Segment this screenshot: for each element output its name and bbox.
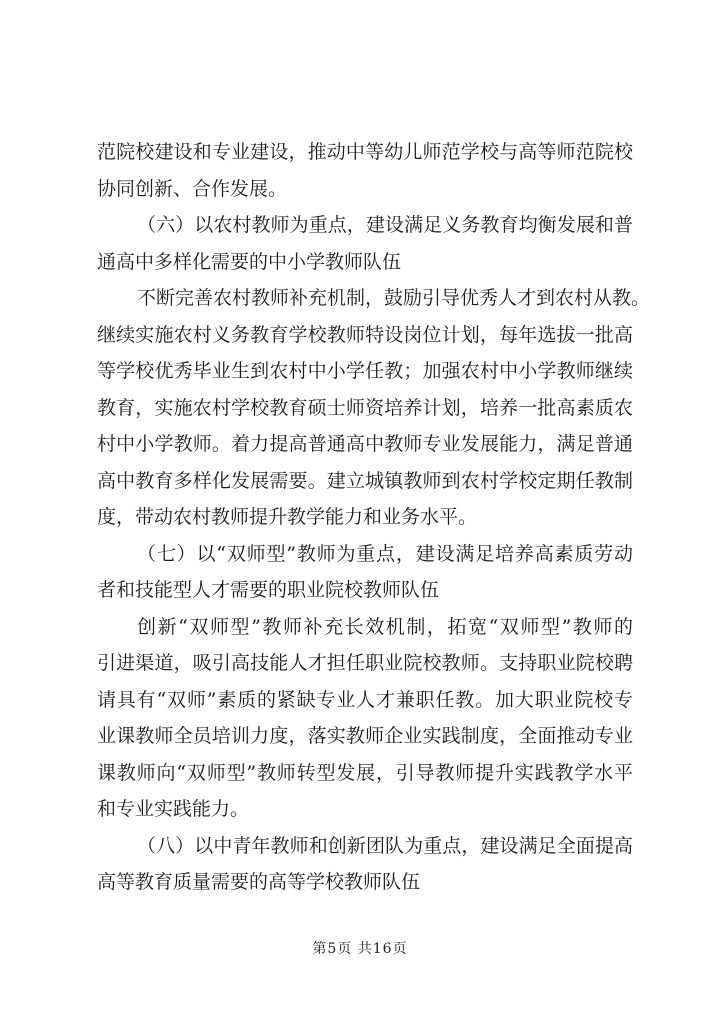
heading-line: （七）以“双师型”教师为重点，建设满足培养高素质劳动 [137,542,633,565]
paragraph-continuation [97,134,633,207]
paragraph-rural-teachers [97,280,651,536]
page-number: 第5页 共16页 [312,941,408,957]
text-line: 范院校建设和专业建设，推动中等幼儿师范学校与高等师范院校 [97,141,633,163]
text-line: 课教师向“双师型”教师转型发展，引导教师提升实践教学水平 [97,761,633,784]
heading-line: （八）以中青年教师和创新团队为重点，建设满足全面提高 [137,834,633,857]
text-line: 业课教师全员培训力度，落实教师企业实践制度，全面推动专业 [97,725,633,747]
text-line: 协同创新、合作发展。 [97,177,288,200]
section-heading-8 [97,828,633,901]
heading-line: 高等教育质量需要的高等学校教师队伍 [97,871,421,893]
text-line: 度，带动农村教师提升教学能力和业务水平。 [97,506,478,528]
text-line: 继续实施农村义务教育学校教师特设岗位计划，每年选拔一批高 [97,323,633,346]
heading-line: （六）以农村教师为重点，建设满足义务教育均衡发展和普 [137,214,633,236]
heading-line: 者和技能型人才需要的职业院校教师队伍 [97,579,440,601]
text-line: 不断完善农村教师补充机制，鼓励引导优秀人才到农村从教。 [137,287,651,309]
text-line: 高中教育多样化发展需要。建立城镇教师到农村学校定期任教制 [97,469,633,492]
text-line: 引进渠道，吸引高技能人才担任职业院校教师。支持职业院校聘 [97,652,633,674]
text-line: 请具有“双师”素质的紧缺专业人才兼职任教。加大职业院校专 [97,688,633,711]
text-line: 教育，实施农村学校教育硕士师资培养计划，培养一批高素质农 [97,396,633,419]
text-line: 和专业实践能力。 [97,798,250,820]
section-heading-7 [97,536,633,609]
text-line: 创新“双师型”教师补充长效机制，拓宽“双师型”教师的 [137,615,633,638]
text-line: 等学校优秀毕业生到农村中小学任教；加强农村中小学教师继续 [97,360,633,382]
paragraph-dual-teachers [97,609,633,828]
document-body [97,134,651,901]
section-heading-6 [97,207,633,280]
text-line: 村中小学教师。着力提高普通高中教师专业发展能力，满足普通 [97,433,633,455]
heading-line: 通高中多样化需要的中小学教师队伍 [97,250,402,273]
